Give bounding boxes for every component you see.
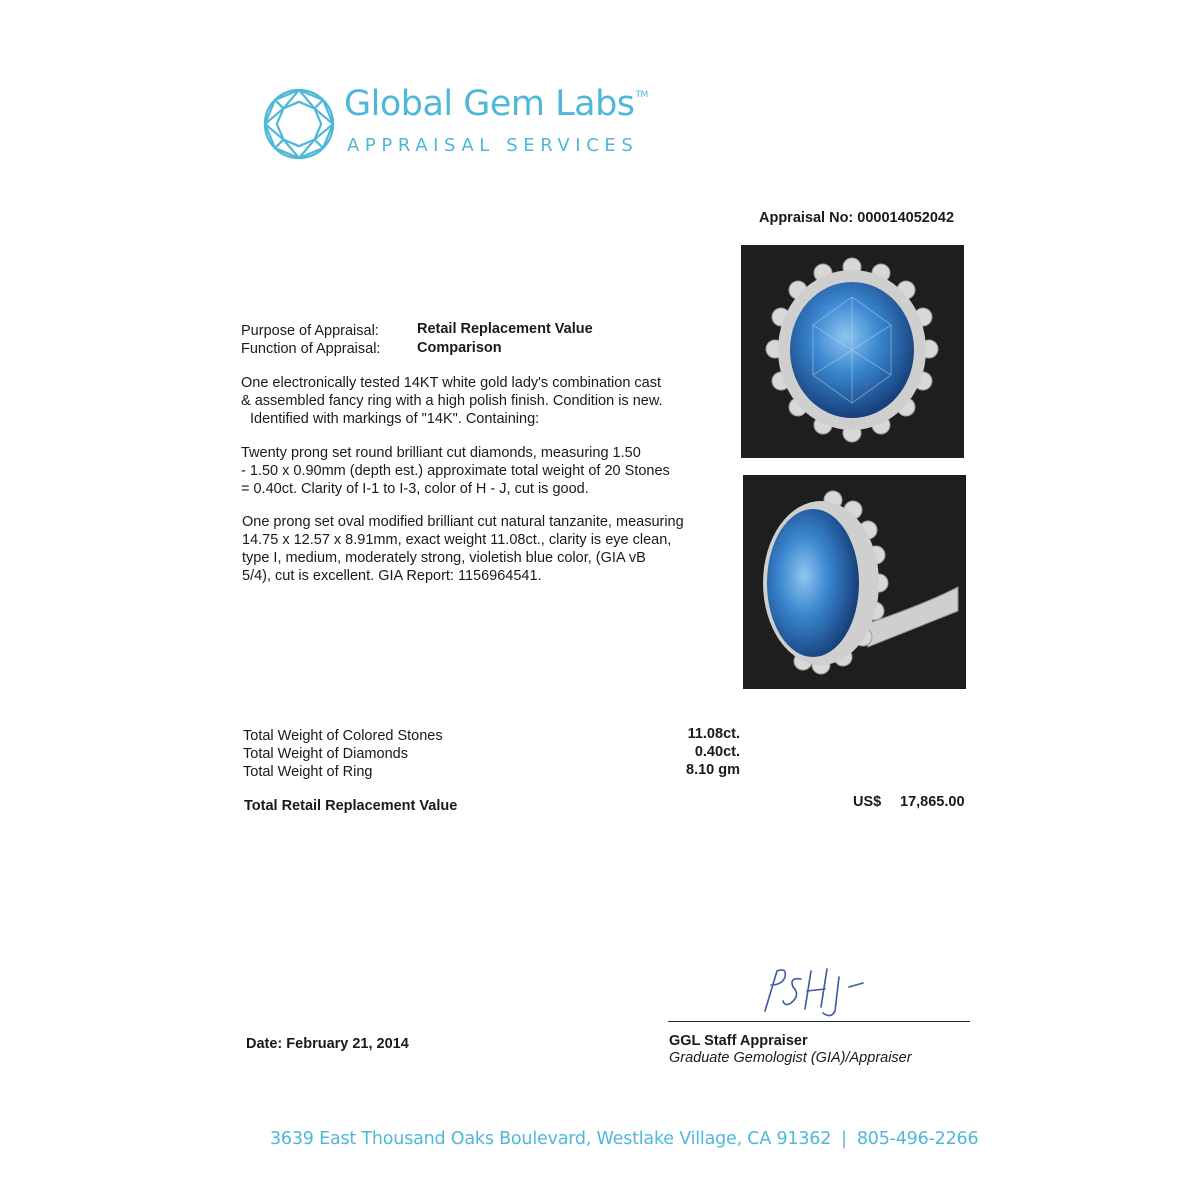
text-line: Identified with markings of "14K". Containing: <box>250 411 540 427</box>
ring-top-icon <box>741 245 964 458</box>
appraisal-number: Appraisal No: 000014052042 <box>759 210 955 226</box>
total-amount: 17,865.00 <box>900 794 965 810</box>
text-line: type I, medium, moderately strong, violetish blue color, (GIA vB <box>242 550 646 566</box>
weight-colored-stones-value: 11.08ct. <box>687 726 740 742</box>
purpose-label: Purpose of Appraisal: <box>241 323 379 339</box>
text-line: & assembled fancy ring with a high polish finish. Condition is new. <box>241 393 663 409</box>
ring-side-icon <box>743 475 966 689</box>
text-line: - 1.50 x 0.90mm (depth est.) approximate total weight of 20 Stones <box>241 463 670 479</box>
tanzanite-description <box>242 513 684 585</box>
text-line: One electronically tested 14KT white gold lady's combination cast <box>241 375 662 391</box>
footer-phone: 805-496-2266 <box>856 1129 979 1149</box>
gem-icon <box>262 87 336 161</box>
signature-line <box>668 1021 970 1022</box>
footer-separator: | <box>841 1129 847 1149</box>
appraiser-title: GGL Staff Appraiser <box>669 1033 808 1049</box>
total-value-label: Total Retail Replacement Value <box>244 798 458 814</box>
appraisal-date: Date: February 21, 2014 <box>246 1036 409 1052</box>
text-line: 14.75 x 12.57 x 8.91mm, exact weight 11.08ct., clarity is eye clean, <box>242 532 672 548</box>
brand-name <box>344 84 648 124</box>
ring-description <box>241 374 663 428</box>
purpose-value: Retail Replacement Value <box>417 321 593 337</box>
brand-name-text: Global Gem Labs <box>344 84 635 124</box>
weight-ring-label: Total Weight of Ring <box>243 764 373 780</box>
text-line: Twenty prong set round brilliant cut diamonds, measuring 1.50 <box>241 445 641 461</box>
appraiser-signature <box>755 963 875 1023</box>
brand-subtitle: APPRAISAL SERVICES <box>347 135 639 156</box>
footer-address: 3639 East Thousand Oaks Boulevard, Westlake Village, CA 91362 <box>270 1129 832 1149</box>
text-line: = 0.40ct. Clarity of I-1 to I-3, color of H - J, cut is good. <box>241 481 589 497</box>
ring-side-view-photo <box>743 475 966 689</box>
text-line: One prong set oval modified brilliant cut natural tanzanite, measuring <box>242 514 684 530</box>
trademark-mark: TM <box>635 90 648 100</box>
weight-colored-stones-label: Total Weight of Colored Stones <box>243 728 443 744</box>
text-line: 5/4), cut is excellent. GIA Report: 1156964541. <box>242 568 542 584</box>
diamond-description <box>241 444 670 498</box>
function-label: Function of Appraisal: <box>241 341 381 357</box>
ring-top-view-photo <box>741 245 964 458</box>
weight-ring-value: 8.10 gm <box>686 762 740 778</box>
appraiser-credential: Graduate Gemologist (GIA)/Appraiser <box>669 1050 912 1066</box>
total-currency: US$ <box>853 794 882 810</box>
footer-contact <box>270 1129 978 1149</box>
function-value: Comparison <box>417 340 502 356</box>
weight-diamonds-value: 0.40ct. <box>694 744 740 760</box>
weight-diamonds-label: Total Weight of Diamonds <box>243 746 408 762</box>
